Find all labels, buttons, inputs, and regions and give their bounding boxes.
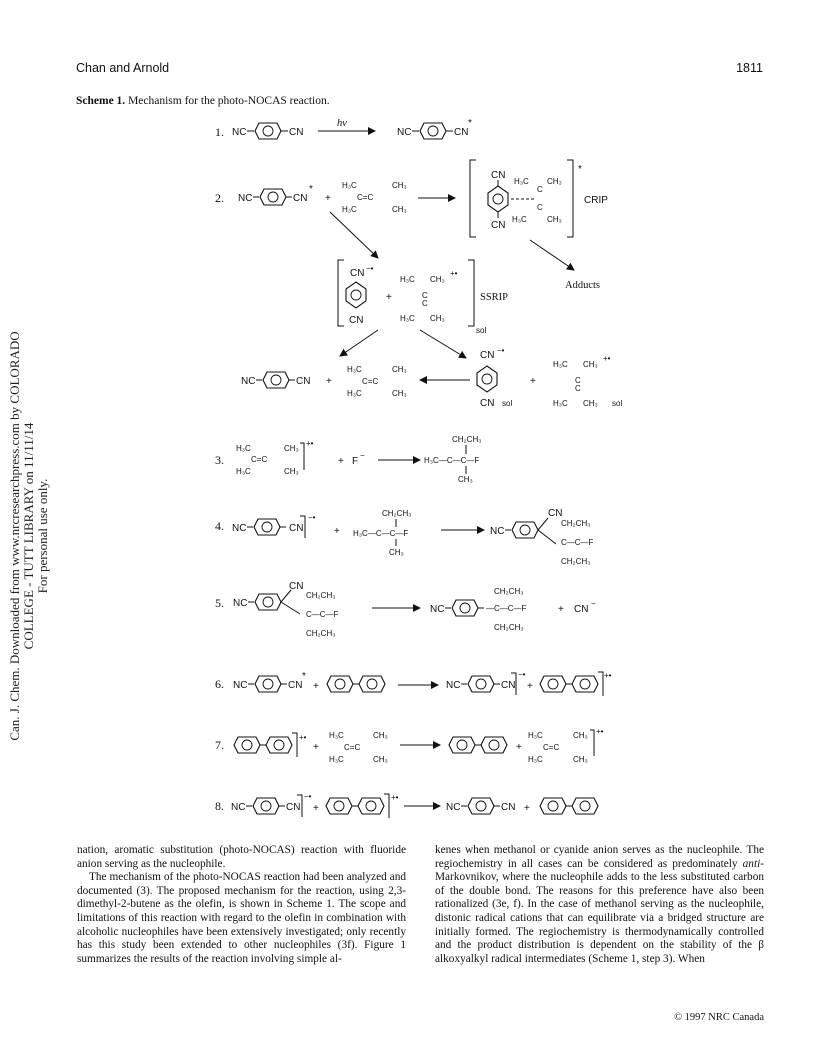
biphenyl-ring-icon xyxy=(572,676,598,692)
svg-text:C—C—F: C—C—F xyxy=(306,610,339,619)
svg-text:H₃C: H₃C xyxy=(512,215,527,224)
reaction-arrow xyxy=(330,212,378,258)
svg-text:C=C: C=C xyxy=(344,743,361,752)
tetramethylethylene xyxy=(342,181,407,214)
svg-text:C=C: C=C xyxy=(251,455,268,464)
biphenyl-ring-icon xyxy=(358,798,384,814)
step-number-4: 4. xyxy=(215,519,224,533)
watermark-line-2: For personal use only. xyxy=(35,478,50,594)
nc-label: NC xyxy=(233,680,248,691)
cn-label: CN xyxy=(491,170,506,181)
cn-label: CN xyxy=(480,398,495,409)
svg-text:H₃C: H₃C xyxy=(528,731,543,740)
benzene-ring-icon xyxy=(346,282,366,308)
cn-label: CN xyxy=(491,220,506,231)
plus-sign: + xyxy=(524,803,530,814)
biphenyl-ring-icon xyxy=(327,676,353,692)
ssrip-label: SSRIP xyxy=(480,292,509,303)
svg-text:H₃C: H₃C xyxy=(400,275,415,284)
svg-text:CH₃: CH₃ xyxy=(547,215,562,224)
svg-text:CH₂CH₃: CH₂CH₃ xyxy=(561,519,591,528)
svg-text:H₃C: H₃C xyxy=(514,177,529,186)
step-number-1: 1. xyxy=(215,125,224,139)
step-number-8: 8. xyxy=(215,799,224,813)
benzene-ring-icon xyxy=(468,676,494,692)
radical-cation: +• xyxy=(603,354,611,363)
cn-label: CN xyxy=(480,350,495,361)
svg-text:H₃C: H₃C xyxy=(400,314,415,323)
svg-text:CH₂CH₃: CH₂CH₃ xyxy=(306,629,336,638)
svg-text:CH₃: CH₃ xyxy=(392,365,407,374)
step-number-3: 3. xyxy=(215,453,224,467)
benzene-ring-icon xyxy=(255,123,281,139)
plus-sign: + xyxy=(527,681,533,692)
svg-text:CH₃: CH₃ xyxy=(458,475,473,484)
svg-text:CH₃: CH₃ xyxy=(430,275,445,284)
step-5 xyxy=(215,581,596,638)
page-number: 1811 xyxy=(736,61,763,75)
svg-text:CH₃: CH₃ xyxy=(373,755,388,764)
plus-sign: + xyxy=(386,292,392,303)
svg-text:CH₃: CH₃ xyxy=(547,177,562,186)
plus-sign: + xyxy=(558,604,564,615)
svg-text:C=C: C=C xyxy=(543,743,560,752)
sol-label: sol xyxy=(502,399,513,408)
svg-text:H₃C: H₃C xyxy=(329,755,344,764)
benzene-ring-icon xyxy=(468,798,494,814)
cn-label: CN xyxy=(289,581,304,592)
svg-text:CH₂CH₃: CH₂CH₃ xyxy=(561,557,591,566)
svg-text:CH₃: CH₃ xyxy=(573,731,588,740)
step-number-7: 7. xyxy=(215,738,224,752)
svg-text:CH₃: CH₃ xyxy=(284,444,299,453)
benzene-ring-icon xyxy=(255,594,281,610)
paragraph: nation, aromatic substitution (photo-NOCAS) reaction with fluoride anion serving as the nucleophile. xyxy=(77,844,406,870)
cn-label: CN xyxy=(289,127,304,138)
benzene-ring-icon xyxy=(255,676,281,692)
hv-label: hν xyxy=(337,118,347,129)
benzene-ring-icon xyxy=(254,519,280,535)
plus-sign: + xyxy=(334,526,340,537)
svg-text:H₃C: H₃C xyxy=(347,365,362,374)
radical-cation: +• xyxy=(306,439,314,448)
radical-anion: −• xyxy=(518,670,526,679)
svg-text:C: C xyxy=(422,291,428,300)
svg-text:H₃C: H₃C xyxy=(236,444,251,453)
cn-label: CN xyxy=(286,802,301,813)
benzene-ring-icon xyxy=(488,186,508,212)
svg-text:C—C—F: C—C—F xyxy=(561,538,594,547)
watermark-line-1: Can. J. Chem. Downloaded from www.nrcresearchpress.com by COLORADO COLLEGE - TUTT LIBRARY on 11/11/14 xyxy=(7,331,36,741)
nc-label: NC xyxy=(232,523,247,534)
svg-text:CH₃: CH₃ xyxy=(392,205,407,214)
nc-label: NC xyxy=(446,802,461,813)
svg-text:CH₃: CH₃ xyxy=(373,731,388,740)
svg-text:CH₂CH₃: CH₂CH₃ xyxy=(306,591,336,600)
crip-label: CRIP xyxy=(584,195,608,206)
radical-cation: +• xyxy=(604,671,612,680)
text-run: -Markovnikov, where the nucleophile adds to the less substituted carbon of the double bond. The reasons for this preference have also been rationalized (3e, f). In the case of methanol serving as the nucleophile, distonic radical cations that can equilibrate via a bridged structure are initially formed. The regiochemistry is thermodynamically controlled and the product distribution is dependent on the stability of the β alkoxyalkyl radical intermediates (Scheme 1, step 3). When xyxy=(435,857,764,965)
sol-label: sol xyxy=(612,399,623,408)
paragraph xyxy=(435,844,764,966)
cn-label: CN xyxy=(296,376,311,387)
benzene-ring-icon xyxy=(263,372,289,388)
svg-text:C: C xyxy=(537,203,543,212)
plus-sign: + xyxy=(326,376,332,387)
step-number-6: 6. xyxy=(215,677,224,691)
paragraph: The mechanism of the photo-NOCAS reaction had been analyzed and documented (3). The proposed mechanism for the reaction, using 2,3-dimethyl-2-butene as the olefin, is shown in Scheme 1. The scope and limitations of this reaction with regard to the olefin in combination with alcoholic nucleophiles have been extensively investigated; only recently has this study been extended to other nucleophiles (3f). Figure 1 summarizes the results of the reaction involving simple al- xyxy=(77,871,406,965)
nc-label: NC xyxy=(231,802,246,813)
fluoride-label: F xyxy=(352,456,359,467)
svg-text:H₃C: H₃C xyxy=(553,399,568,408)
svg-text:H₃C: H₃C xyxy=(329,731,344,740)
adducts-label: Adducts xyxy=(565,280,600,291)
cyanide-label: CN xyxy=(574,604,589,615)
plus-sign: + xyxy=(313,803,319,814)
biphenyl-ring-icon xyxy=(449,737,475,753)
benzene-ring-icon xyxy=(253,798,279,814)
text-run: kenes when methanol or cyanide anion serves as the nucleophile. The regiochemistry in all cases can be considered as predominately xyxy=(435,844,764,870)
step-2 xyxy=(215,160,622,409)
radical-anion: −• xyxy=(304,792,312,801)
plus-sign: + xyxy=(338,456,344,467)
svg-text:−: − xyxy=(360,451,365,460)
cn-label: CN xyxy=(349,315,364,326)
cn-label: CN xyxy=(548,508,563,519)
svg-text:H₃C: H₃C xyxy=(347,389,362,398)
body-column-right xyxy=(435,844,764,966)
biphenyl-ring-icon xyxy=(326,798,352,814)
step-7 xyxy=(215,727,604,764)
cn-label: CN xyxy=(289,523,304,534)
step-3 xyxy=(215,435,481,484)
reaction-arrow xyxy=(420,330,466,358)
svg-text:C=C: C=C xyxy=(362,377,379,386)
nc-label: NC xyxy=(232,127,247,138)
svg-text:H₃C: H₃C xyxy=(342,205,357,214)
benzene-ring-icon xyxy=(260,189,286,205)
plus-sign: + xyxy=(313,681,319,692)
svg-text:CH₂CH₃: CH₂CH₃ xyxy=(494,587,524,596)
radical-cation: +• xyxy=(391,793,399,802)
svg-text:—C—C—F: —C—C—F xyxy=(486,604,527,613)
svg-text:H₃C: H₃C xyxy=(236,467,251,476)
svg-text:C: C xyxy=(537,185,543,194)
plus-sign: + xyxy=(530,376,536,387)
svg-text:CH₃CH₃: CH₃CH₃ xyxy=(494,623,524,632)
excited-star: * xyxy=(309,184,313,195)
benzene-ring-icon xyxy=(477,366,497,392)
svg-text:C=C: C=C xyxy=(357,193,374,202)
radical-cation: +• xyxy=(596,727,604,736)
plus-sign: + xyxy=(313,742,319,753)
sol-label: sol xyxy=(476,326,487,335)
biphenyl-ring-icon xyxy=(359,676,385,692)
copyright-notice: © 1997 NRC Canada xyxy=(674,1012,764,1023)
biphenyl-ring-icon xyxy=(540,798,566,814)
reaction-arrow xyxy=(530,240,574,270)
biphenyl-ring-icon xyxy=(540,676,566,692)
svg-text:CH₃: CH₃ xyxy=(430,314,445,323)
biphenyl-ring-icon xyxy=(572,798,598,814)
biphenyl-ring-icon xyxy=(234,737,260,753)
svg-text:H₃C—C—C—F: H₃C—C—C—F xyxy=(424,456,480,465)
benzene-ring-icon xyxy=(452,600,478,616)
step-number-5: 5. xyxy=(215,596,224,610)
svg-text:H₃C: H₃C xyxy=(342,181,357,190)
biphenyl-ring-icon xyxy=(266,737,292,753)
nc-label: NC xyxy=(233,598,248,609)
svg-text:CH₃: CH₃ xyxy=(392,181,407,190)
running-header-authors: Chan and Arnold xyxy=(76,61,170,75)
cn-label: CN xyxy=(293,193,308,204)
benzene-ring-icon xyxy=(512,522,538,538)
cn-label: CN xyxy=(350,268,365,279)
svg-text:−: − xyxy=(591,599,596,608)
svg-text:H₃C: H₃C xyxy=(553,360,568,369)
cn-label: CN xyxy=(454,127,469,138)
cn-label: CN xyxy=(501,802,516,813)
svg-text:C: C xyxy=(575,376,581,385)
svg-text:CH₂CH₃: CH₂CH₃ xyxy=(452,435,482,444)
nc-label: NC xyxy=(430,604,445,615)
step-6 xyxy=(215,670,612,696)
nc-label: NC xyxy=(397,127,412,138)
svg-text:C: C xyxy=(422,299,428,308)
italic-term: anti xyxy=(742,857,761,870)
svg-text:CH₃: CH₃ xyxy=(389,548,404,557)
nc-label: NC xyxy=(241,376,256,387)
excited-star: * xyxy=(578,164,582,175)
svg-text:CH₃: CH₃ xyxy=(392,389,407,398)
cn-label: CN xyxy=(501,680,516,691)
svg-text:H₃C—C—C—F: H₃C—C—C—F xyxy=(353,529,409,538)
svg-text:CH₂CH₃: CH₂CH₃ xyxy=(382,509,412,518)
svg-text:H₃C: H₃C xyxy=(528,755,543,764)
step-4 xyxy=(215,508,594,566)
nc-label: NC xyxy=(446,680,461,691)
radical-anion: −• xyxy=(308,513,316,522)
svg-text:CH₃: CH₃ xyxy=(583,399,598,408)
radical-cation: +• xyxy=(299,733,307,742)
excited-star: * xyxy=(468,118,472,129)
step-number-2: 2. xyxy=(215,191,224,205)
nc-label: NC xyxy=(490,526,505,537)
radical-anion: −• xyxy=(366,264,374,273)
plus-sign: + xyxy=(325,193,331,204)
radical-anion: −• xyxy=(497,346,505,355)
radical-cation: +• xyxy=(450,269,458,278)
body-column-left xyxy=(77,844,406,966)
plus-sign: + xyxy=(516,742,522,753)
nc-label: NC xyxy=(238,193,253,204)
step-8 xyxy=(215,792,598,818)
svg-text:CH₃: CH₃ xyxy=(583,360,598,369)
svg-text:C: C xyxy=(575,384,581,393)
biphenyl-ring-icon xyxy=(481,737,507,753)
reaction-arrow xyxy=(340,330,378,356)
benzene-ring-icon xyxy=(420,123,446,139)
excited-star: * xyxy=(302,671,306,682)
svg-text:CH₃: CH₃ xyxy=(284,467,299,476)
caption-text: Mechanism for the photo-NOCAS reaction. xyxy=(128,95,330,107)
step-1 xyxy=(215,118,472,139)
caption-label: Scheme 1. xyxy=(76,95,126,107)
svg-text:CH₃: CH₃ xyxy=(573,755,588,764)
cn-label: CN xyxy=(288,680,303,691)
